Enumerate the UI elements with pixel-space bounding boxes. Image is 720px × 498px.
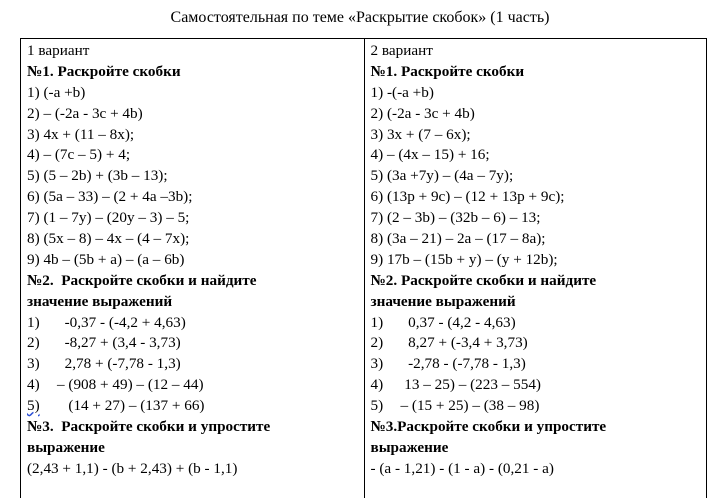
item-expression: 2,78 + (-7,78 - 1,3) <box>57 355 181 373</box>
item-expression: 13 – 25) – (223 – 554) <box>400 376 541 394</box>
item-number: 3) <box>370 355 384 373</box>
item-expression: -2,78 - (-7,78 - 1,3) <box>400 355 526 373</box>
task2-title-cont: значение выражений <box>27 292 173 310</box>
task2-item <box>27 313 364 334</box>
item-number: 5) <box>27 397 40 415</box>
item-number: 4) <box>27 376 40 394</box>
task1-item: 5) (5 – 2b) + (3b – 13); <box>27 167 168 185</box>
item-expression: 8,27 + (-3,4 + 3,73) <box>400 334 528 352</box>
task1-item: 1) -(-a +b) <box>370 83 434 101</box>
item-number: 1) <box>27 313 40 331</box>
task1-item: 6) (5a – 33) – (2 + 4a –3b); <box>27 188 193 206</box>
task1-item: 6) (13p + 9c) – (12 + 13p + 9c); <box>370 188 565 206</box>
task1-item: 2) – (-2a - 3c + 4b) <box>27 104 143 122</box>
variant-heading: 1 вариант <box>27 42 90 59</box>
task1-item: 1) (-a +b) <box>27 83 86 101</box>
task2-title: №2. Раскройте скобки и найдите <box>27 271 257 289</box>
task1-item: 7) (1 – 7y) – (20y – 3) – 5; <box>27 209 190 227</box>
task1-item: 4) – (7c – 5) + 4; <box>27 146 131 164</box>
task3-title-cont: выражение <box>27 438 105 456</box>
item-expression: -0,37 - (-4,2 + 4,63) <box>57 313 186 331</box>
item-number: 1) <box>370 313 384 331</box>
page-title: Самостоятельная по теме «Раскрытие скобок» (1 часть) <box>170 9 550 26</box>
variant-1-column <box>21 39 364 498</box>
item-expression: -8,27 + (3,4 - 3,73) <box>57 334 181 352</box>
task2-item <box>27 333 364 354</box>
task1-item: 8) (3a – 21) – 2a – (17 – 8a); <box>370 230 546 248</box>
item-number: 2) <box>27 334 40 352</box>
task2-item <box>371 354 707 375</box>
task1-item: 2) (-2a - 3c + 4b) <box>370 104 475 122</box>
item-number: 3) <box>27 355 40 373</box>
task2-title: №2. Раскройте скобки и найдите <box>370 271 597 289</box>
task2-item <box>371 313 707 334</box>
task1-item: 5) (3a +7y) – (4a – 7y); <box>370 167 514 185</box>
task1-item: 7) (2 – 3b) – (32b – 6) – 13; <box>370 209 541 227</box>
task3-expression: - (a - 1,21) - (1 - a) - (0,21 - a) <box>370 459 554 477</box>
variant-2-column <box>364 39 707 498</box>
task2-item <box>27 396 364 417</box>
task1-title: №1. Раскройте скобки <box>370 62 525 80</box>
task1-item: 9) 17b – (15b + y) – (y + 12b); <box>370 250 558 268</box>
task1-item: 8) (5x – 8) – 4x – (4 – 7x); <box>27 230 190 248</box>
task3-title-cont: выражение <box>370 438 449 456</box>
item-expression: (14 + 27) – (137 + 66) <box>57 397 205 415</box>
task3-expression: (2,43 + 1,1) - (b + 2,43) + (b - 1,1) <box>27 459 238 477</box>
task2-item <box>371 396 707 417</box>
task2-item <box>27 375 364 396</box>
item-expression: – (15 + 25) – (38 – 98) <box>400 397 540 415</box>
item-expression: 0,37 - (4,2 - 4,63) <box>400 313 516 331</box>
task1-item: 3) 3x + (7 – 6x); <box>370 125 471 143</box>
task1-item: 3) 4x + (11 – 8x); <box>27 125 135 143</box>
task1-item: 4) – (4x – 15) + 16; <box>370 146 490 164</box>
worksheet-table <box>20 38 707 498</box>
task3-title: №3. Раскройте скобки и упростите <box>27 418 271 436</box>
variant-heading: 2 вариант <box>370 42 433 59</box>
task3-title: №3.Раскройте скобки и упростите <box>370 418 607 436</box>
item-number: 5) <box>370 397 384 415</box>
task2-title-cont: значение выражений <box>370 292 516 310</box>
task1-title: №1. Раскройте скобки <box>27 62 181 80</box>
task2-item <box>27 354 364 375</box>
item-number: 2) <box>370 334 384 352</box>
task2-item <box>371 375 707 396</box>
item-number: 4) <box>370 376 384 394</box>
task1-item: 9) 4b – (5b + a) – (a – 6b) <box>27 250 185 268</box>
item-expression: – (908 + 49) – (12 – 44) <box>57 376 204 394</box>
task2-item <box>371 333 707 354</box>
